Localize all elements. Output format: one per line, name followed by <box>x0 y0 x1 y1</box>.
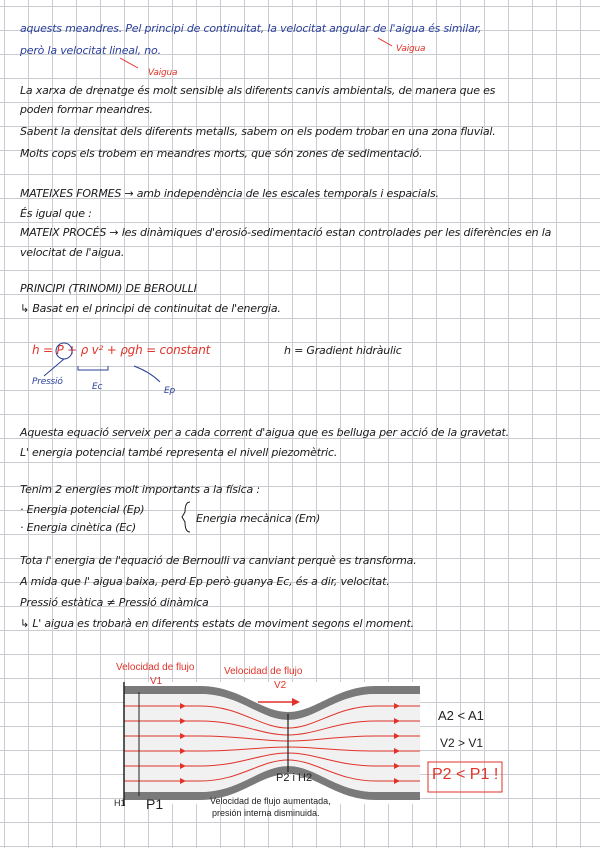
bernoulli-formula: h = P + ρ v² + ρgh = constant <box>32 343 211 357</box>
note-line: MATEIXES FORMES → amb independència de les escales temporals i espacials. <box>20 187 439 200</box>
v2-label: V2 <box>274 680 287 691</box>
note-line: ↳ Basat en el principi de continuitat de l'energia. <box>20 302 281 315</box>
diagram-caption-2: presión interna disminuida. <box>212 808 320 818</box>
note-line: Aquesta equació serveix per a cada corrent d'aigua que es belluga per acció de la gravetat. <box>20 426 509 439</box>
area-comparison: A2 < A1 <box>438 708 484 723</box>
formula-label-ep: Ep <box>164 386 175 396</box>
note-line: Sabent la densitat dels diferents metalls, sabem on els podem trobar en una zona fluvial. <box>20 125 496 138</box>
p2-h2-label: P2 i H2 <box>276 772 313 784</box>
note-line: A mida que l' aigua baixa, perd Ep però guanya Ec, és a dir, velocitat. <box>20 575 390 588</box>
note-line: aquests meandres. Pel principi de continuitat, la velocitat angular de l'aigua és similar, <box>20 22 482 35</box>
note-line: Pressió estàtica ≠ Pressió dinàmica <box>20 596 209 609</box>
diagram-caption-1: Velocidad de flujo aumentada, <box>210 796 331 806</box>
v1-label: V1 <box>150 676 163 687</box>
formula-label-pressure: Pressió <box>32 377 63 387</box>
note-line: Tenim 2 energies molt importants a la física : <box>20 483 260 496</box>
note-line: És igual que : <box>20 207 92 220</box>
formula-note: h = Gradient hidràulic <box>284 344 402 357</box>
margin-note: Vaigua <box>396 44 426 54</box>
velocity-label-1: Velocidad de flujo <box>116 662 195 673</box>
note-line: Tota l' energia de l'equació de Bernoulli va canviant perquè es transforma. <box>20 554 417 567</box>
note-line: velocitat de l'aigua. <box>20 246 125 259</box>
note-line: però la velocitat lineal, no. <box>20 44 161 57</box>
note-line: poden formar meandres. <box>20 103 153 116</box>
note-line: ↳ L' aigua es trobarà en diferents estats de moviment segons el moment. <box>20 617 414 630</box>
pressure-comparison: P2 < P1 ! <box>432 766 499 783</box>
h1-label: H1 <box>114 798 126 808</box>
note-line: Molts cops els trobem en meandres morts, que són zones de sedimentació. <box>20 147 423 160</box>
margin-note: Vaigua <box>148 68 178 78</box>
velocity-label-2: Velocidad de flujo <box>224 666 303 677</box>
brace-label: Energia mecànica (Em) <box>196 512 321 525</box>
note-line: L' energia potencial també representa el nivell piezomètric. <box>20 446 338 459</box>
note-line: La xarxa de drenatge és molt sensible als diferents canvis ambientals, de manera que es <box>20 84 496 97</box>
note-line: · Energia cinètica (Ec) <box>20 521 136 534</box>
section-title: PRINCIPI (TRINOMI) DE BEROULLI <box>20 282 197 295</box>
p1-label: P1 <box>146 796 164 812</box>
note-line: MATEIX PROCÉS → les dinàmiques d'erosió-sedimentació estan controlades per les diferències en la <box>20 226 552 239</box>
note-line: · Energia potencial (Ep) <box>20 503 145 516</box>
speed-comparison: V2 > V1 <box>440 736 484 750</box>
formula-label-ec: Ec <box>92 382 103 392</box>
